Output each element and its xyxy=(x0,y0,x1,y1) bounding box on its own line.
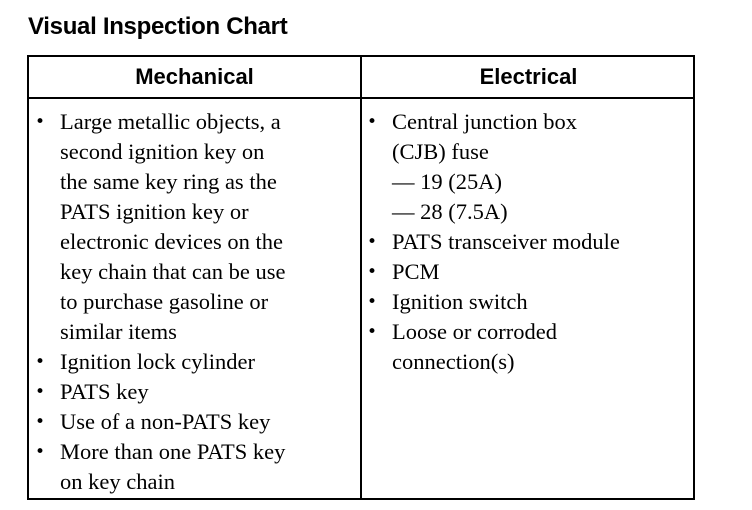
list-item xyxy=(35,437,353,497)
item-text-line: electronic devices on the xyxy=(60,229,284,254)
page-title: Visual Inspection Chart xyxy=(28,13,288,40)
electrical-list xyxy=(367,107,689,377)
item-text-line: PCM xyxy=(392,259,440,284)
electrical-column-header: Electrical xyxy=(479,64,578,89)
item-text-line: to purchase gasoline or xyxy=(60,289,269,314)
item-text-line: on key chain xyxy=(60,469,175,494)
item-text-line: similar items xyxy=(60,319,177,344)
item-text-line: More than one PATS key xyxy=(60,439,286,464)
list-item xyxy=(35,347,353,377)
item-text-line: second ignition key on xyxy=(60,139,265,164)
bullet-icon: • xyxy=(367,262,378,282)
list-item xyxy=(367,107,689,227)
item-text-line: Use of a non-PATS key xyxy=(60,409,271,434)
header-divider xyxy=(29,97,693,99)
list-item xyxy=(367,287,689,317)
item-text-line: Central junction box xyxy=(392,109,577,134)
list-item xyxy=(367,227,689,257)
bullet-icon: • xyxy=(367,292,378,312)
fuse-sub-item: — 28 (7.5A) xyxy=(392,199,508,224)
list-item xyxy=(367,317,689,377)
list-item xyxy=(367,257,689,287)
visual-inspection-table xyxy=(27,55,695,500)
item-text-line: PATS transceiver module xyxy=(392,229,620,254)
item-text-line: (CJB) fuse xyxy=(392,139,489,164)
electrical-column xyxy=(367,107,689,377)
bullet-icon: • xyxy=(35,112,46,132)
item-text-line: PATS ignition key or xyxy=(60,199,249,224)
bullet-icon: • xyxy=(367,112,378,132)
bullet-icon: • xyxy=(35,352,46,372)
item-text-line: PATS key xyxy=(60,379,149,404)
mechanical-column-header: Mechanical xyxy=(135,64,254,89)
item-text-line: key chain that can be use xyxy=(60,259,286,284)
item-text-line: the same key ring as the xyxy=(60,169,277,194)
list-item xyxy=(35,107,353,347)
list-item xyxy=(35,377,353,407)
column-divider xyxy=(360,57,362,498)
bullet-icon: • xyxy=(367,232,378,252)
bullet-icon: • xyxy=(35,382,46,402)
mechanical-list xyxy=(35,107,353,497)
bullet-icon: • xyxy=(367,322,378,342)
list-item xyxy=(35,407,353,437)
item-text-line: Loose or corroded xyxy=(392,319,557,344)
item-text-line: connection(s) xyxy=(392,349,515,374)
fuse-sub-item: — 19 (25A) xyxy=(392,169,502,194)
item-text-line: Ignition switch xyxy=(392,289,528,314)
mechanical-column xyxy=(35,107,353,497)
item-text-line: Ignition lock cylinder xyxy=(60,349,255,374)
bullet-icon: • xyxy=(35,412,46,432)
item-text-line: Large metallic objects, a xyxy=(60,109,281,134)
bullet-icon: • xyxy=(35,442,46,462)
